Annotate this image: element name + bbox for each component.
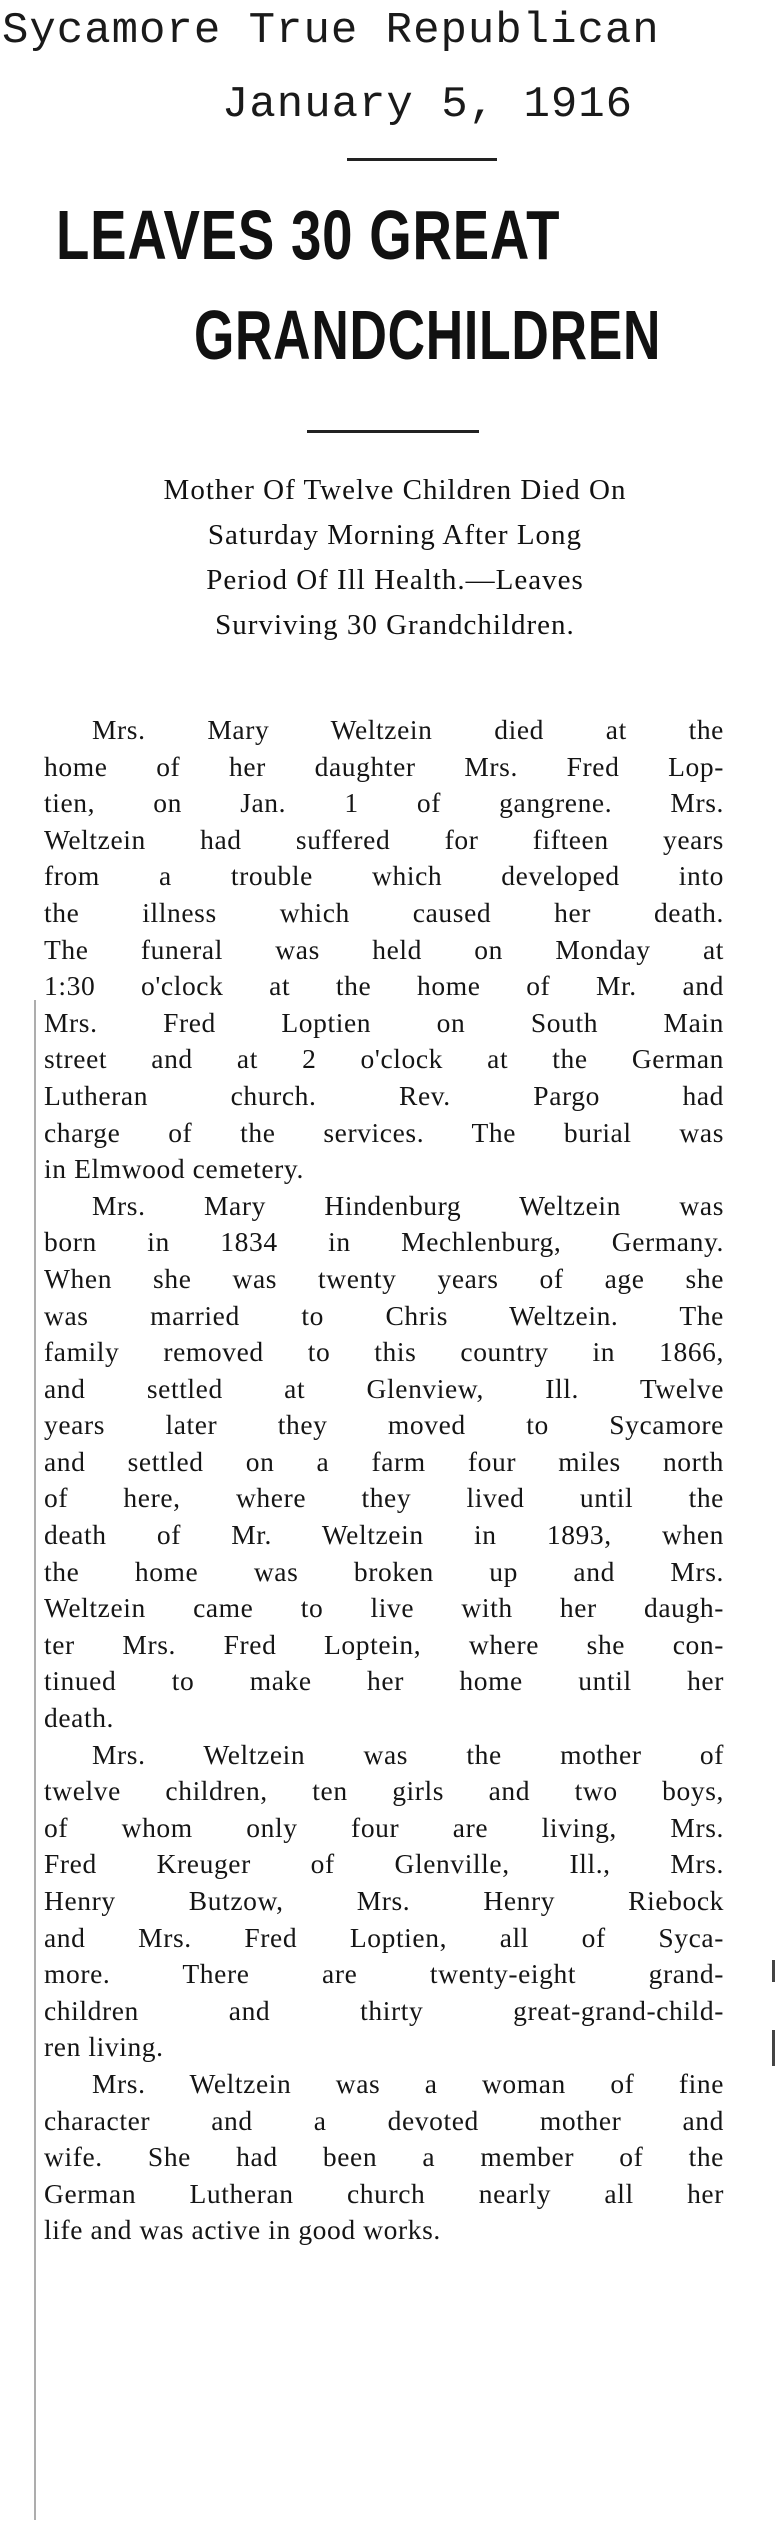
article-line: Henry Butzow, Mrs. Henry Riebock	[44, 1885, 724, 1916]
publication-date: January 5, 1916	[222, 80, 634, 130]
column-edge-mark	[34, 1000, 36, 2520]
article-line: The funeral was held on Monday at	[44, 933, 724, 965]
article-line: children and thirty great-grand-child-	[44, 1994, 724, 2026]
article-line: Mrs. Fred Loptien on South Main	[44, 1006, 724, 1038]
article-line: more. There are twenty-eight grand-	[44, 1958, 724, 1990]
article-line: life and was active in good works.	[44, 2214, 441, 2246]
subheadline-deck	[60, 468, 730, 648]
article-line: home of her daughter Mrs. Fred Lop-	[44, 750, 724, 782]
article-line: Weltzein came to live with her daugh-	[44, 1592, 724, 1624]
article-line: and Mrs. Fred Loptien, all of Syca-	[44, 1921, 724, 1953]
deck-line: Saturday Morning After Long	[207, 519, 583, 551]
divider-rule-top	[347, 158, 497, 161]
article-line: death.	[44, 1702, 115, 1734]
article-line: ren living.	[44, 2031, 164, 2063]
article-line: years later they moved to Sycamore	[44, 1409, 724, 1441]
article-paragraph	[44, 1188, 724, 1737]
article-line: street and at 2 o'clock at the German	[44, 1043, 724, 1075]
article-line: in Elmwood cemetery.	[44, 1153, 304, 1185]
scan-edge-specks	[772, 1960, 776, 2080]
article-line: the home was broken up and Mrs.	[44, 1555, 724, 1587]
article-paragraph	[44, 1737, 724, 2066]
article-line: 1:30 o'clock at the home of Mr. and	[44, 970, 724, 1002]
article-line: ter Mrs. Fred Loptein, where she con-	[44, 1628, 724, 1660]
article-line: German Lutheran church nearly all her	[44, 2177, 724, 2209]
article-line: Mrs. Weltzein was a woman of fine	[92, 2067, 724, 2099]
article-line: tien, on Jan. 1 of gangrene. Mrs.	[44, 787, 724, 819]
scan-speck	[772, 2030, 775, 2066]
article-line: Mrs. Mary Hindenburg Weltzein was	[92, 1189, 724, 1221]
divider-rule-middle	[307, 430, 479, 433]
article-line: character and a devoted mother and	[44, 2104, 724, 2136]
article-line: and settled at Glenview, Ill. Twelve	[44, 1372, 724, 1404]
article-line: Lutheran church. Rev. Pargo had	[44, 1079, 724, 1111]
article-line: tinued to make her home until her	[44, 1665, 724, 1697]
article-paragraph	[44, 712, 724, 1188]
headline-line-1: LEAVES 30 GREAT	[56, 196, 561, 274]
headline-line-2: GRANDCHILDREN	[194, 296, 662, 374]
article-paragraph	[44, 2066, 724, 2249]
article-line: Mrs. Mary Weltzein died at the	[92, 714, 724, 745]
article-line: Fred Kreuger of Glenville, Ill., Mrs.	[44, 1848, 724, 1880]
article-body	[44, 712, 724, 2249]
article-line: Weltzein had suffered for fifteen years	[44, 823, 724, 855]
article-line: death of Mr. Weltzein in 1893, when	[44, 1519, 724, 1551]
article-line: the illness which caused her death.	[44, 896, 724, 928]
scan-speck	[772, 1960, 775, 1982]
article-line: wife. She had been a member of the	[44, 2141, 724, 2173]
deck-line: Surviving 30 Grandchildren.	[215, 609, 575, 641]
article-line: When she was twenty years of age she	[44, 1262, 724, 1294]
article-line: born in 1834 in Mechlenburg, Germany.	[44, 1226, 724, 1258]
article-line: was married to Chris Weltzein. The	[44, 1299, 724, 1331]
article-line: charge of the services. The burial was	[44, 1116, 724, 1148]
article-line: Mrs. Weltzein was the mother of	[92, 1738, 724, 1770]
deck-line: Mother Of Twelve Children Died On	[163, 474, 627, 506]
article-line: of here, where they lived until the	[44, 1482, 724, 1514]
article-line: from a trouble which developed into	[44, 860, 724, 892]
article-line: twelve children, ten girls and two boys,	[44, 1775, 724, 1807]
article-line: family removed to this country in 1866,	[44, 1336, 724, 1368]
article-line: of whom only four are living, Mrs.	[44, 1811, 724, 1843]
article-line: and settled on a farm four miles north	[44, 1445, 724, 1477]
deck-line: Period Of Ill Health.—Leaves	[206, 564, 584, 596]
newspaper-name: Sycamore True Republican	[2, 6, 660, 56]
